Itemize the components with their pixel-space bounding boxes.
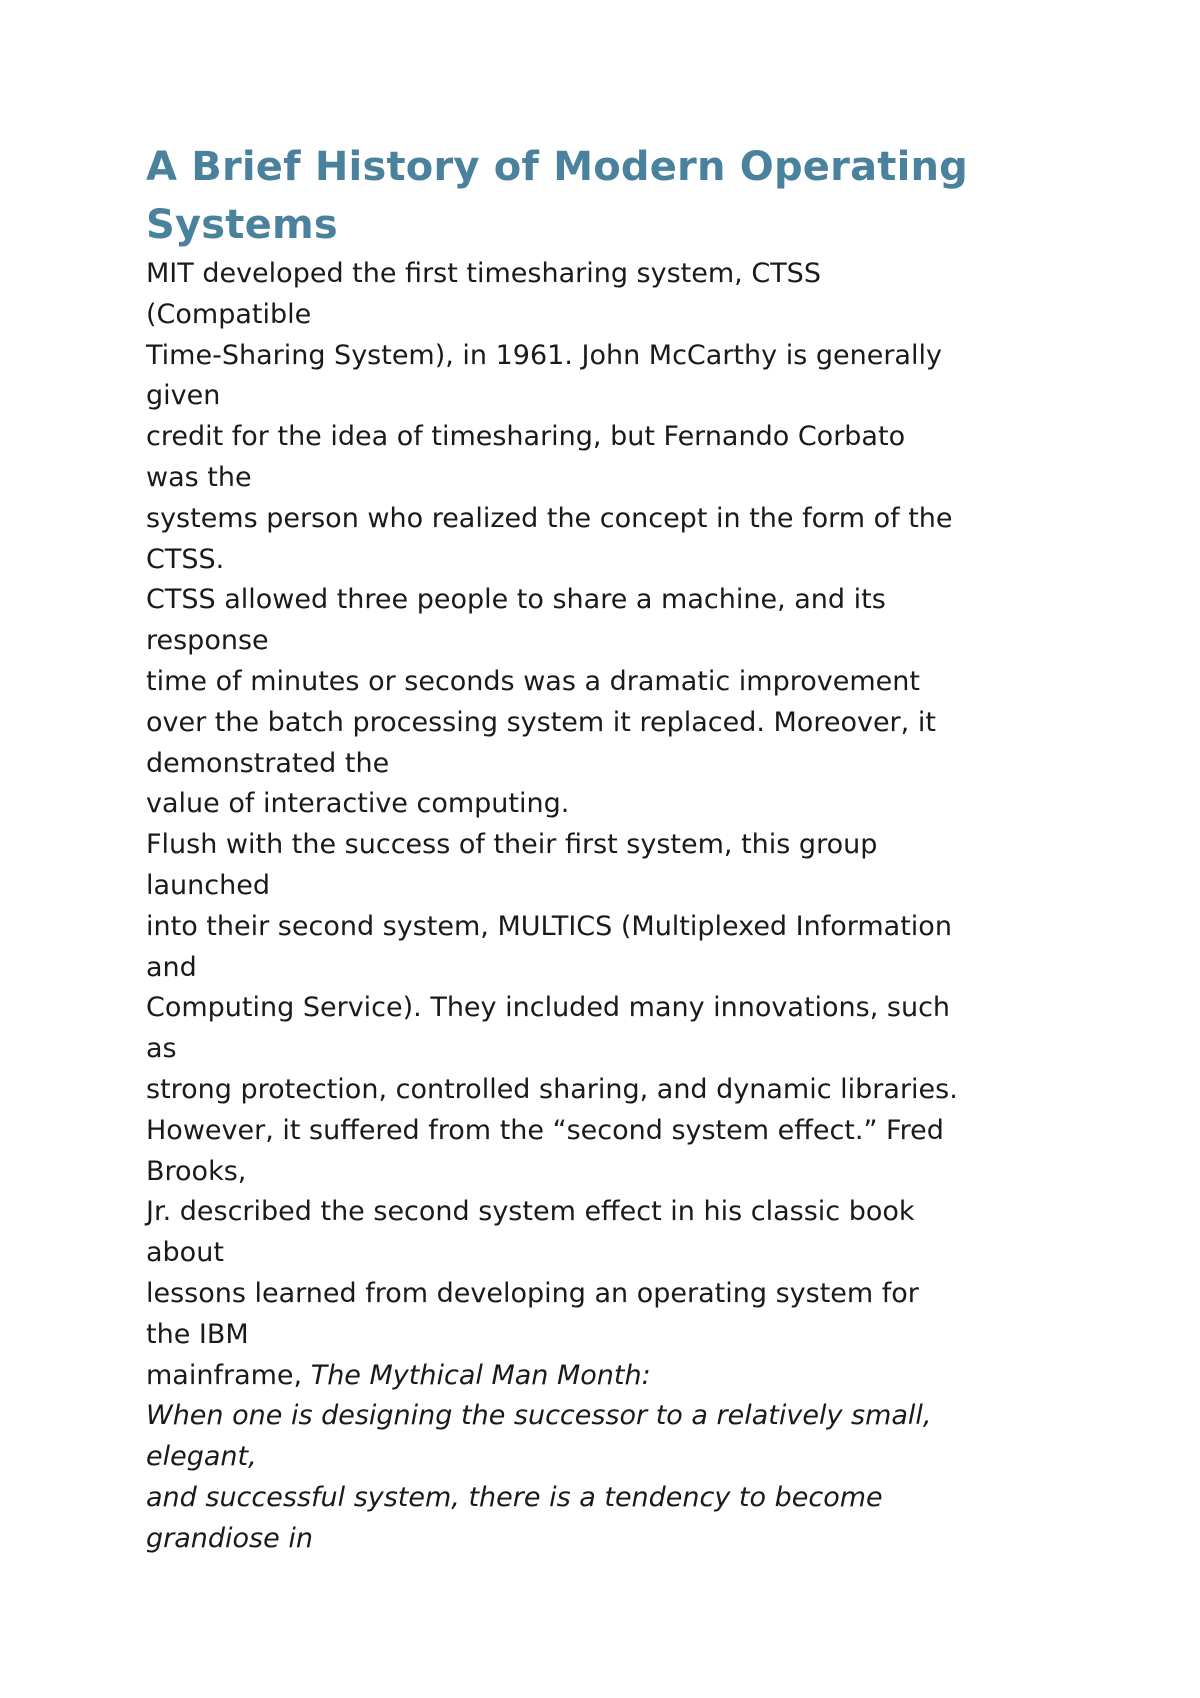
body-line: Flush with the success of their first system, this group: [146, 829, 878, 861]
body-line: demonstrated the: [146, 747, 390, 779]
body-line: into their second system, MULTICS (Multiplexed Information: [146, 910, 952, 942]
title-line: A Brief History of Modern Operating: [146, 144, 968, 190]
body-line: was the: [146, 461, 252, 493]
body-line: Brooks,: [146, 1155, 247, 1187]
body-line: response: [146, 625, 269, 657]
quote-line: elegant,: [146, 1441, 257, 1473]
body-line: strong protection, controlled sharing, and dynamic libraries.: [146, 1073, 958, 1105]
body-line: over the batch processing system it replaced. Moreover, it: [146, 706, 936, 738]
title-line: Systems: [146, 202, 338, 248]
body-line: CTSS allowed three people to share a machine, and its: [146, 584, 886, 616]
body-line: (Compatible: [146, 298, 312, 330]
body-line: value of interactive computing.: [146, 788, 570, 820]
body-line: and: [146, 951, 197, 983]
document-page: [146, 138, 1096, 1560]
body-line: Computing Service). They included many innovations, such: [146, 992, 951, 1024]
body-line: as: [146, 1033, 177, 1065]
book-reference-line: [146, 1356, 1096, 1397]
body-line: Jr. described the second system effect in his classic book: [146, 1196, 915, 1228]
body-line: the IBM: [146, 1318, 249, 1350]
body-line: lessons learned from developing an operating system for: [146, 1277, 919, 1309]
body-line: However, it suffered from the “second system effect.” Fred: [146, 1114, 944, 1146]
body-line: systems person who realized the concept in the form of the: [146, 502, 953, 534]
body-line: given: [146, 380, 221, 412]
body-line: launched: [146, 869, 270, 901]
body-line: time of minutes or seconds was a dramatic improvement: [146, 665, 920, 697]
book-line-prefix: mainframe,: [146, 1359, 311, 1391]
body-line: CTSS.: [146, 543, 225, 575]
body-line: MIT developed the first timesharing system, CTSS: [146, 258, 821, 289]
body-line: about: [146, 1237, 224, 1269]
document-title: [146, 138, 1096, 254]
quote-line: grandiose in: [146, 1522, 313, 1554]
quote-line: When one is designing the successor to a relatively small,: [146, 1400, 932, 1432]
body-line: Time-Sharing System), in 1961. John McCarthy is generally: [146, 339, 942, 371]
document-body: [146, 254, 1096, 1560]
body-line: credit for the idea of timesharing, but Fernando Corbato: [146, 421, 906, 453]
book-title: The Mythical Man Month:: [310, 1359, 651, 1391]
quote-line: and successful system, there is a tendency to become: [146, 1481, 883, 1513]
